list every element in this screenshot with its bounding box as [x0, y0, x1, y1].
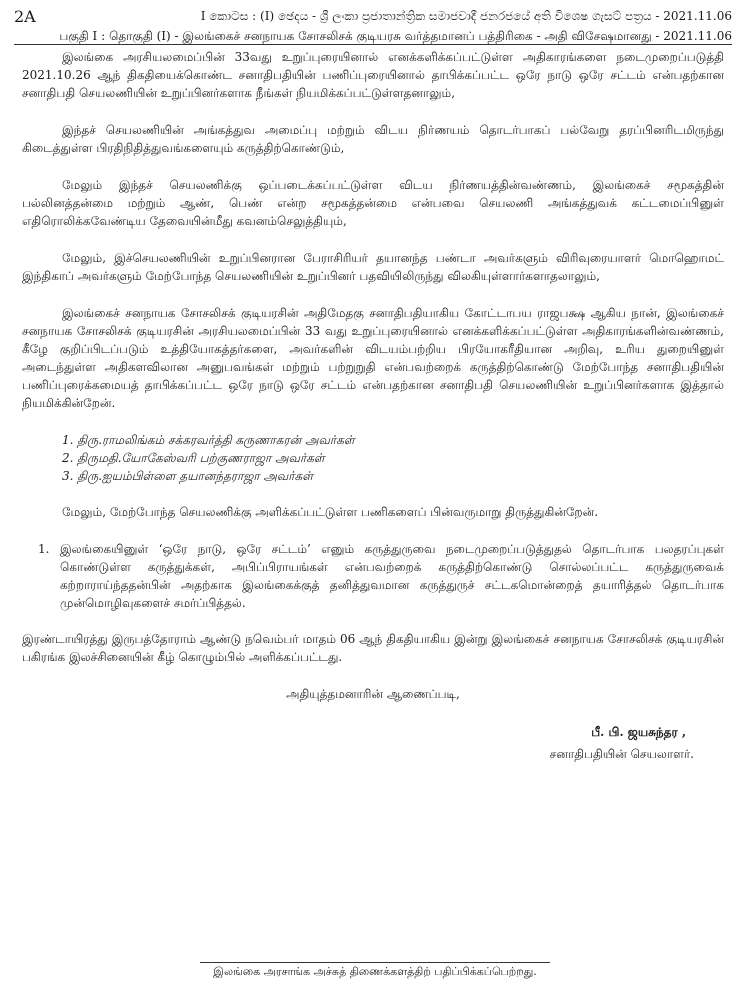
paragraph-5: இலங்கைச் சனநாயக சோசலிசக் குடியரசின் அதிமேதகு சனாதிபதியாகிய கோட்டாபய ராஜபக்ஷ ஆகிய நான், இலங்கைச் சனநாயக சோசலிசக் குடியரசின் அரசியலமைப்பின் 33 வது உறுப்புரையினால் எனக்களிக்கப்பட்டுள்ள அதிகாரங்களின்வண்ணம், கீழே குறிப்பிடப்படும் உத்தியோகத்தர்களை, அவர்களின் விடயம்பற்றிய பிரயோகரீதியான அறிவு, உரிய துறையினுள் அடைந்துள்ள அதிகளவிலான அனுபவங்கள் மற்றும் பற்றுறுதி என்பவற்றைக் கருத்திற்கொண்டு மேற்போந்த சனாதிபதியின் பணிப்புரைக்கமையத் தாபிக்கப்பட்ட ஒரே நாடு ஒரே சட்டம் என்பதற்கான சனாதிபதி செயலணியின் உறுப்பினர்களாக இத்தால் நியமிக்கின்றேன்.	[22, 306, 724, 410]
signatory-title: சனாதிபதியின் செயலாளர்.	[549, 747, 694, 761]
header-tamil-line: பகுதி I : தொகுதி (I) - இலங்கைச் சனநாயக சோசலிசக் குடியரசு வர்த்தமானப் பத்திரிகை - அதி விசேஷமானது - 2021.11.06	[59, 29, 732, 43]
signatory-name: பீ. பி. ஜயசுந்தர ,	[591, 725, 686, 739]
assignment-number: 1.	[38, 542, 50, 556]
paragraph-4: மேலும், இச்செயலணியின் உறுப்பினரான பேராசிரியர் தயானந்த பண்டா அவர்களும் விரிவுரையாளர் மொஹொமட் இந்திகாப் அவர்களும் மேற்போந்த செயலணியின் உறுப்பினர் பதவியிலிருந்து விலகியுள்ளார்களாதலாலும்,	[22, 251, 724, 283]
assignment-intro: மேலும், மேற்போந்த செயலணிக்கு அளிக்கப்பட்டுள்ள பணிகளைப் பின்வருமாறு திருத்துகின்றேன்.	[62, 505, 599, 519]
closing-line: அதியுத்தமனாரின் ஆணைப்படி,	[286, 687, 460, 701]
member-item: 3. திரு.ஐயம்பிள்ளை தயானந்தராஜா அவர்கள்	[62, 469, 314, 483]
paragraph-3: மேலும் இந்தச் செயலணிக்கு ஒப்படைக்கப்பட்டுள்ள விடய நிர்ணயத்தின்வண்ணம், இலங்கைச் சமூகத்தின் பல்லினத்தன்மை மற்றும் ஆண், பெண் என்ற சமூகத்தன்மை என்பவை செயலணி அங்கத்துவக் கட்டமைப்பினுள் எதிரொலிக்கவேண்டிய தேவையின்மீது கவனம்செலுத்தியும்,	[22, 178, 724, 228]
member-item: 1. திரு.ராமலிங்கம் சக்கரவர்த்தி கருணாகரன் அவர்கள்	[62, 433, 355, 447]
assignment-item	[22, 540, 724, 612]
footer-divider	[200, 962, 550, 963]
member-item: 2. திருமதி.யோகேஸ்வரி பற்குணராஜா அவர்கள்	[62, 451, 325, 465]
document-body	[22, 48, 724, 763]
assignment-text: இலங்கையினுள் ‘ஒரே நாடு, ஒரே சட்டம்’ எனும் கருத்துருவை நடைமுறைப்படுத்துதல் தொடர்பாக பலதரப்புகள் கொண்டுள்ள கருத்துக்கள், அபிப்பிராயங்கள் என்பவற்றைக் கருத்திற்கொண்டு சொல்லப்பட்ட கருத்துருவைக் கற்றாராய்ந்ததன்பின் அதற்காக இலங்கைக்குத் தனித்துவமான கருத்துருச் சட்டகமொன்றைத் தயாரித்தல் தொடர்பாக முன்மொழிவுகளைச் சமர்ப்பித்தல்.	[60, 542, 724, 610]
printer-footer: இலங்கை அரசாங்க அச்சுத் திணைக்களத்திற் பதிப்பிக்கப்பெற்றது.	[213, 965, 537, 978]
date-paragraph: இரண்டாயிரத்து இருபத்தோராம் ஆண்டு நவெம்பர் மாதம் 06 ஆந் திகதியாகிய இன்று இலங்கைச் சனநாயக சோசலிசக் குடியரசின் பகிரங்க இலச்சினையின் கீழ் கொழும்பில் அளிக்கப்பட்டது.	[22, 632, 724, 664]
page-header	[14, 5, 732, 45]
header-divider	[14, 44, 732, 45]
header-sinhala-line: I කොටස : (I) ඡෙදය - ශ්‍රී ලංකා ප්‍රජාතාන්ත්‍රික සමාජවාදී ජනරජයේ අති විශෙෂ ගැසට් පත්‍රය - 2021.11.06	[200, 9, 732, 23]
page-number: 2A	[14, 7, 36, 26]
members-list	[22, 431, 724, 485]
paragraph-1: இலங்கை அரசியலமைப்பின் 33வது உறுப்புரையினால் எனக்களிக்கப்பட்டுள்ள அதிகாரங்களை நடைமுறைப்படுத்தி 2021.10.26 ஆந் திகதியைக்கொண்ட சனாதிபதியின் பணிப்புரையினால் தாபிக்கப்பட்ட ஒரே நாடு ஒரே சட்டம் என்பதற்கான சனாதிபதி செயலணியின் உறுப்பினர்களாக நீங்கள் நியமிக்கப்பட்டுள்ளதனாலும்,	[22, 50, 724, 100]
paragraph-2: இந்தச் செயலணியின் அங்கத்துவ அமைப்பு மற்றும் விடய நிர்ணயம் தொடர்பாகப் பல்வேறு தரப்பினரிடமிருந்து கிடைத்துள்ள பிரதிநிதித்துவங்களையும் கருத்திற்கொண்டும்,	[22, 123, 724, 155]
